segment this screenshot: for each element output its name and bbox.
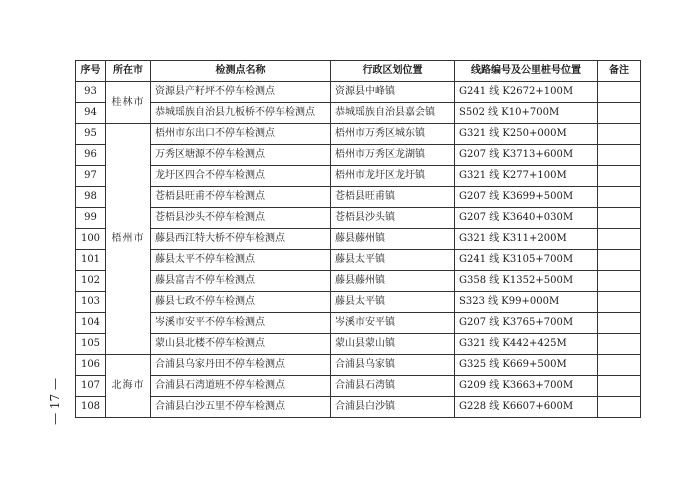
cell-index: 98 [76, 187, 106, 208]
cell-route: G321 线 K250+000M [455, 124, 598, 145]
cell-index: 107 [76, 376, 106, 397]
cell-route: G228 线 K6607+600M [455, 397, 598, 418]
cell-remark [598, 397, 641, 418]
table-row [76, 124, 641, 145]
cell-location: 苍梧县沙头镇 [331, 208, 455, 229]
cell-name: 苍梧县沙头不停车检测点 [151, 208, 331, 229]
cell-name: 藤县七政不停车检测点 [151, 292, 331, 313]
cell-location: 梧州市万秀区龙湖镇 [331, 145, 455, 166]
cell-route: G358 线 K1352+500M [455, 271, 598, 292]
table-row [76, 271, 641, 292]
cell-route: G209 线 K3663+700M [455, 376, 598, 397]
cell-name: 恭城瑶族自治县九板桥不停车检测点 [151, 103, 331, 124]
table-row [76, 397, 641, 418]
cell-name: 藤县太平不停车检测点 [151, 250, 331, 271]
cell-index: 101 [76, 250, 106, 271]
table-row [76, 292, 641, 313]
cell-location: 苍梧县旺甫镇 [331, 187, 455, 208]
cell-route: G207 线 K3765+700M [455, 313, 598, 334]
cell-route: G321 线 K277+100M [455, 166, 598, 187]
cell-index: 95 [76, 124, 106, 145]
cell-location: 梧州市万秀区城东镇 [331, 124, 455, 145]
cell-name: 龙圩区四合不停车检测点 [151, 166, 331, 187]
cell-route: S323 线 K99+000M [455, 292, 598, 313]
cell-location: 藤县藤州镇 [331, 229, 455, 250]
cell-location: 藤县太平镇 [331, 250, 455, 271]
table-row [76, 145, 641, 166]
cell-location: 藤县太平镇 [331, 292, 455, 313]
cell-name: 藤县富吉不停车检测点 [151, 271, 331, 292]
header-index: 序号 [76, 61, 106, 82]
cell-remark [598, 208, 641, 229]
header-remark: 备注 [598, 61, 641, 82]
cell-city: 梧州市 [106, 124, 151, 355]
table-row [76, 313, 641, 334]
cell-route: S502 线 K10+700M [455, 103, 598, 124]
cell-location: 藤县藤州镇 [331, 271, 455, 292]
table-row [76, 334, 641, 355]
table-row [76, 355, 641, 376]
header-city: 所在市 [106, 61, 151, 82]
table-row [76, 376, 641, 397]
cell-name: 蒙山县北楼不停车检测点 [151, 334, 331, 355]
header-location: 行政区划位置 [331, 61, 455, 82]
cell-name: 合浦县乌家丹田不停车检测点 [151, 355, 331, 376]
cell-index: 99 [76, 208, 106, 229]
cell-route: G321 线 K442+425M [455, 334, 598, 355]
cell-location: 合浦县乌家镇 [331, 355, 455, 376]
cell-index: 106 [76, 355, 106, 376]
cell-location: 合浦县石湾镇 [331, 376, 455, 397]
cell-city: 桂林市 [106, 82, 151, 124]
table-row [76, 82, 641, 103]
cell-name: 梧州市东出口不停车检测点 [151, 124, 331, 145]
table-row [76, 166, 641, 187]
cell-remark [598, 334, 641, 355]
cell-remark [598, 166, 641, 187]
cell-index: 104 [76, 313, 106, 334]
cell-remark [598, 292, 641, 313]
cell-route: G207 线 K3640+030M [455, 208, 598, 229]
cell-name: 资源县产籽坪不停车检测点 [151, 82, 331, 103]
cell-index: 105 [76, 334, 106, 355]
cell-remark [598, 229, 641, 250]
table-row [76, 229, 641, 250]
table-row [76, 103, 641, 124]
cell-index: 96 [76, 145, 106, 166]
cell-remark [598, 271, 641, 292]
table-row [76, 187, 641, 208]
header-row [76, 61, 641, 82]
cell-name: 苍梧县旺甫不停车检测点 [151, 187, 331, 208]
cell-index: 97 [76, 166, 106, 187]
cell-route: G241 线 K3105+700M [455, 250, 598, 271]
cell-index: 93 [76, 82, 106, 103]
cell-location: 岑溪市安平镇 [331, 313, 455, 334]
cell-location: 恭城瑶族自治县嘉会镇 [331, 103, 455, 124]
header-name: 检测点名称 [151, 61, 331, 82]
cell-name: 岑溪市安平不停车检测点 [151, 313, 331, 334]
cell-index: 108 [76, 397, 106, 418]
cell-remark [598, 313, 641, 334]
cell-route: G241 线 K2672+100M [455, 82, 598, 103]
cell-location: 资源县中峰镇 [331, 82, 455, 103]
cell-route: G321 线 K311+200M [455, 229, 598, 250]
cell-remark [598, 82, 641, 103]
cell-remark [598, 187, 641, 208]
cell-route: G207 线 K3713+600M [455, 145, 598, 166]
cell-name: 合浦县白沙五里不停车检测点 [151, 397, 331, 418]
cell-index: 100 [76, 229, 106, 250]
cell-name: 万秀区塘源不停车检测点 [151, 145, 331, 166]
cell-location: 蒙山县蒙山镇 [331, 334, 455, 355]
page-number: — 17 — [48, 378, 62, 425]
cell-index: 102 [76, 271, 106, 292]
cell-route: G207 线 K3699+500M [455, 187, 598, 208]
cell-city: 北海市 [106, 355, 151, 418]
cell-name: 藤县西江特大桥不停车检测点 [151, 229, 331, 250]
detection-points-table [75, 60, 641, 418]
cell-index: 94 [76, 103, 106, 124]
cell-location: 梧州市龙圩区龙圩镇 [331, 166, 455, 187]
header-route: 线路编号及公里桩号位置 [455, 61, 598, 82]
table-row [76, 250, 641, 271]
cell-index: 103 [76, 292, 106, 313]
cell-remark [598, 355, 641, 376]
table-row [76, 208, 641, 229]
cell-route: G325 线 K669+500M [455, 355, 598, 376]
cell-location: 合浦县白沙镇 [331, 397, 455, 418]
cell-remark [598, 103, 641, 124]
cell-remark [598, 250, 641, 271]
cell-name: 合浦县石湾道班不停车检测点 [151, 376, 331, 397]
cell-remark [598, 124, 641, 145]
cell-remark [598, 145, 641, 166]
cell-remark [598, 376, 641, 397]
